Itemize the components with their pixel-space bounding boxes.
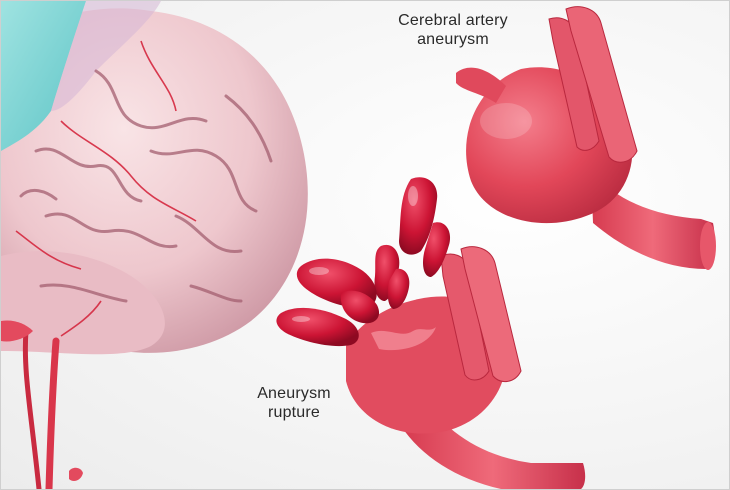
ruptured-aneurysm: [276, 177, 585, 489]
small-branch-vessel: [456, 68, 506, 103]
sac-highlight: [480, 103, 532, 139]
brainstem-artery: [49, 341, 56, 489]
aneurysm-rupture-label: [239, 384, 349, 422]
artery-stub: [69, 468, 83, 481]
brainstem-artery-2: [25, 331, 39, 489]
aneurysm-illustration: [1, 1, 729, 489]
cerebral-artery-aneurysm-label: [373, 11, 533, 49]
outflow-vessel-opening: [700, 222, 716, 270]
rupture-label-line-2: rupture: [267, 404, 321, 421]
rupture-label-line-1: Aneurysm: [257, 385, 331, 402]
cerebral-label-line-1: Cerebral artery: [398, 12, 508, 29]
cerebral-label-line-2: aneurysm: [417, 31, 489, 48]
